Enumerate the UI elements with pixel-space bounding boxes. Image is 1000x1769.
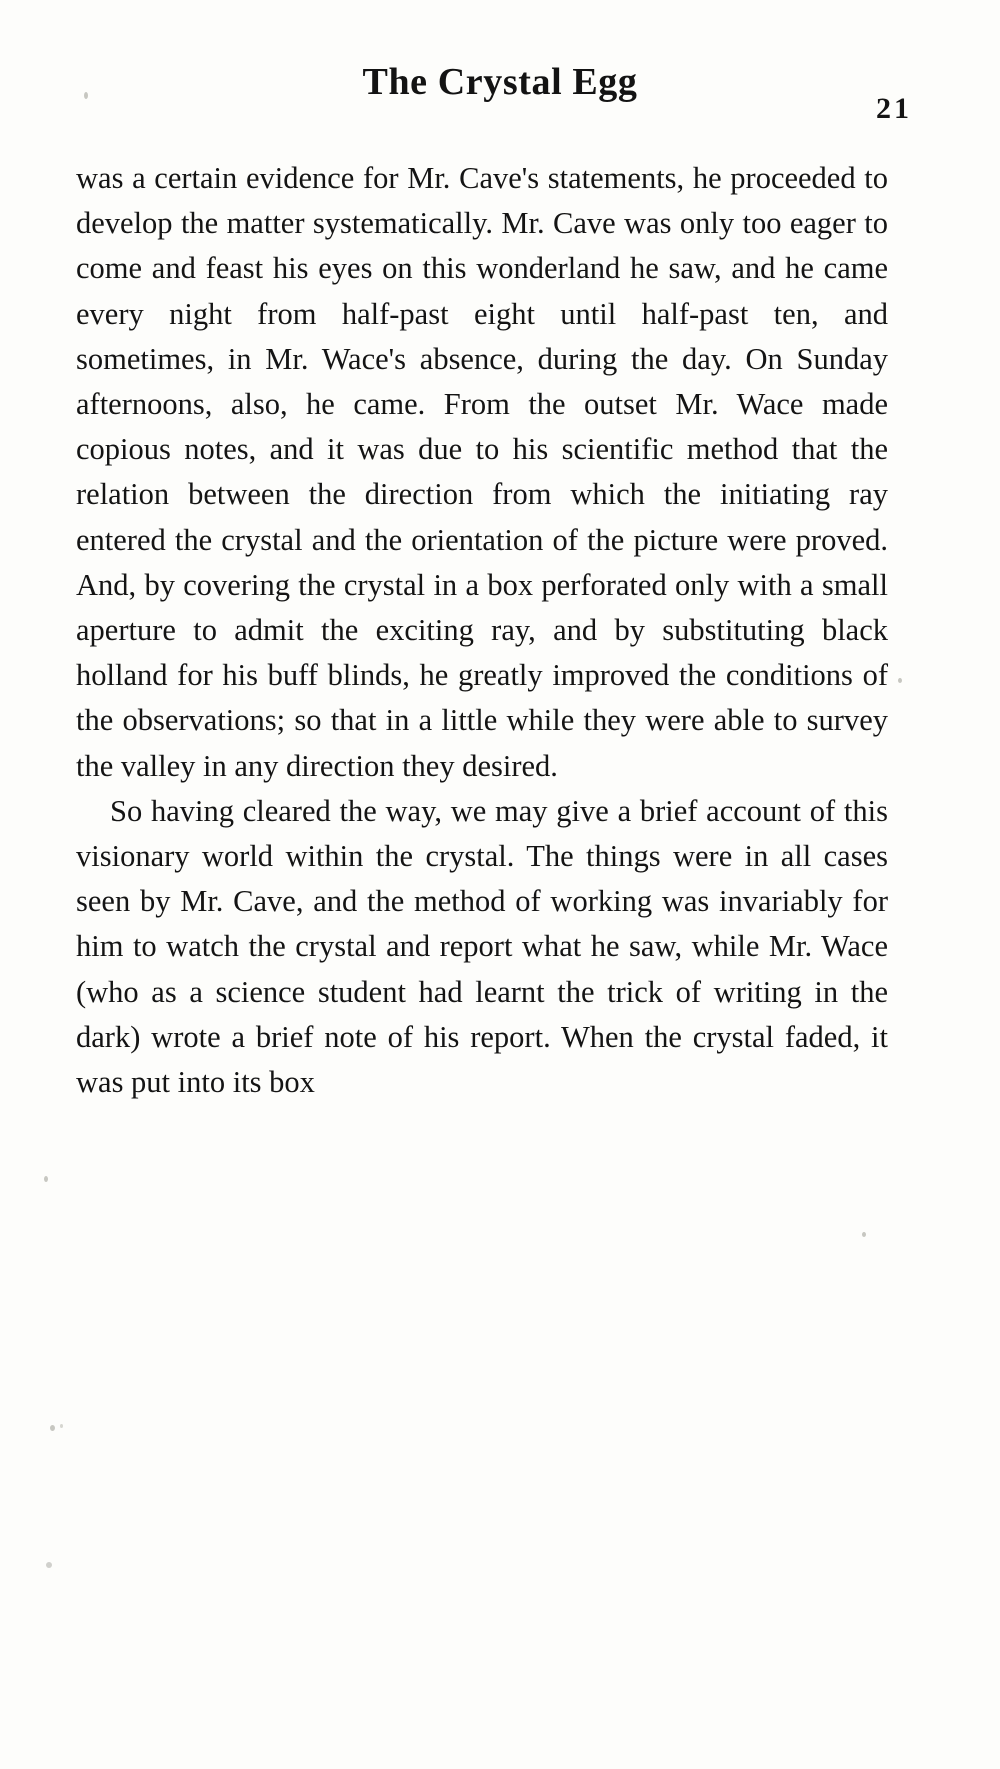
page-content bbox=[70, 60, 930, 1105]
page-header bbox=[70, 60, 930, 130]
running-title: The Crystal Egg bbox=[362, 61, 638, 103]
scan-speck bbox=[60, 1424, 63, 1428]
scan-speck bbox=[46, 1562, 52, 1568]
scan-speck bbox=[44, 1176, 48, 1182]
scan-speck bbox=[862, 1232, 866, 1237]
body-text bbox=[76, 156, 888, 1105]
scan-speck bbox=[50, 1425, 55, 1431]
paragraph: So having cleared the way, we may give a brief account of this visionary world within the crystal. The things were in all cases seen by Mr. Cave, and the method of working was invariably for him to watch the crystal and report what he saw, while Mr. Wace (who as a science student had learnt the trick of writing in the dark) wrote a brief note of his report. When the crystal faded, it was put into its box bbox=[76, 793, 888, 1100]
paragraph: was a certain evidence for Mr. Cave's statements, he proceeded to develop the matter systematically. Mr. Cave was only too eager to come and feast his eyes on this wonderland he saw, and he came every night from half-past eight until half-past ten, and sometimes, in Mr. Wace's absence, during the day. On Sunday afternoons, also, he came. From the outset Mr. Wace made copious notes, and it was due to his scientific method that the relation between the direction from which the initiating ray entered the crystal and the orientation of the picture were proved. And, by covering the crystal in a box perforated only with a small aperture to admit the exciting ray, and by substituting black holland for his buff blinds, he greatly improved the conditions of the observations; so that in a little while they were able to survey the valley in any direction they desired. bbox=[76, 161, 888, 783]
page-number: 21 bbox=[876, 92, 912, 125]
